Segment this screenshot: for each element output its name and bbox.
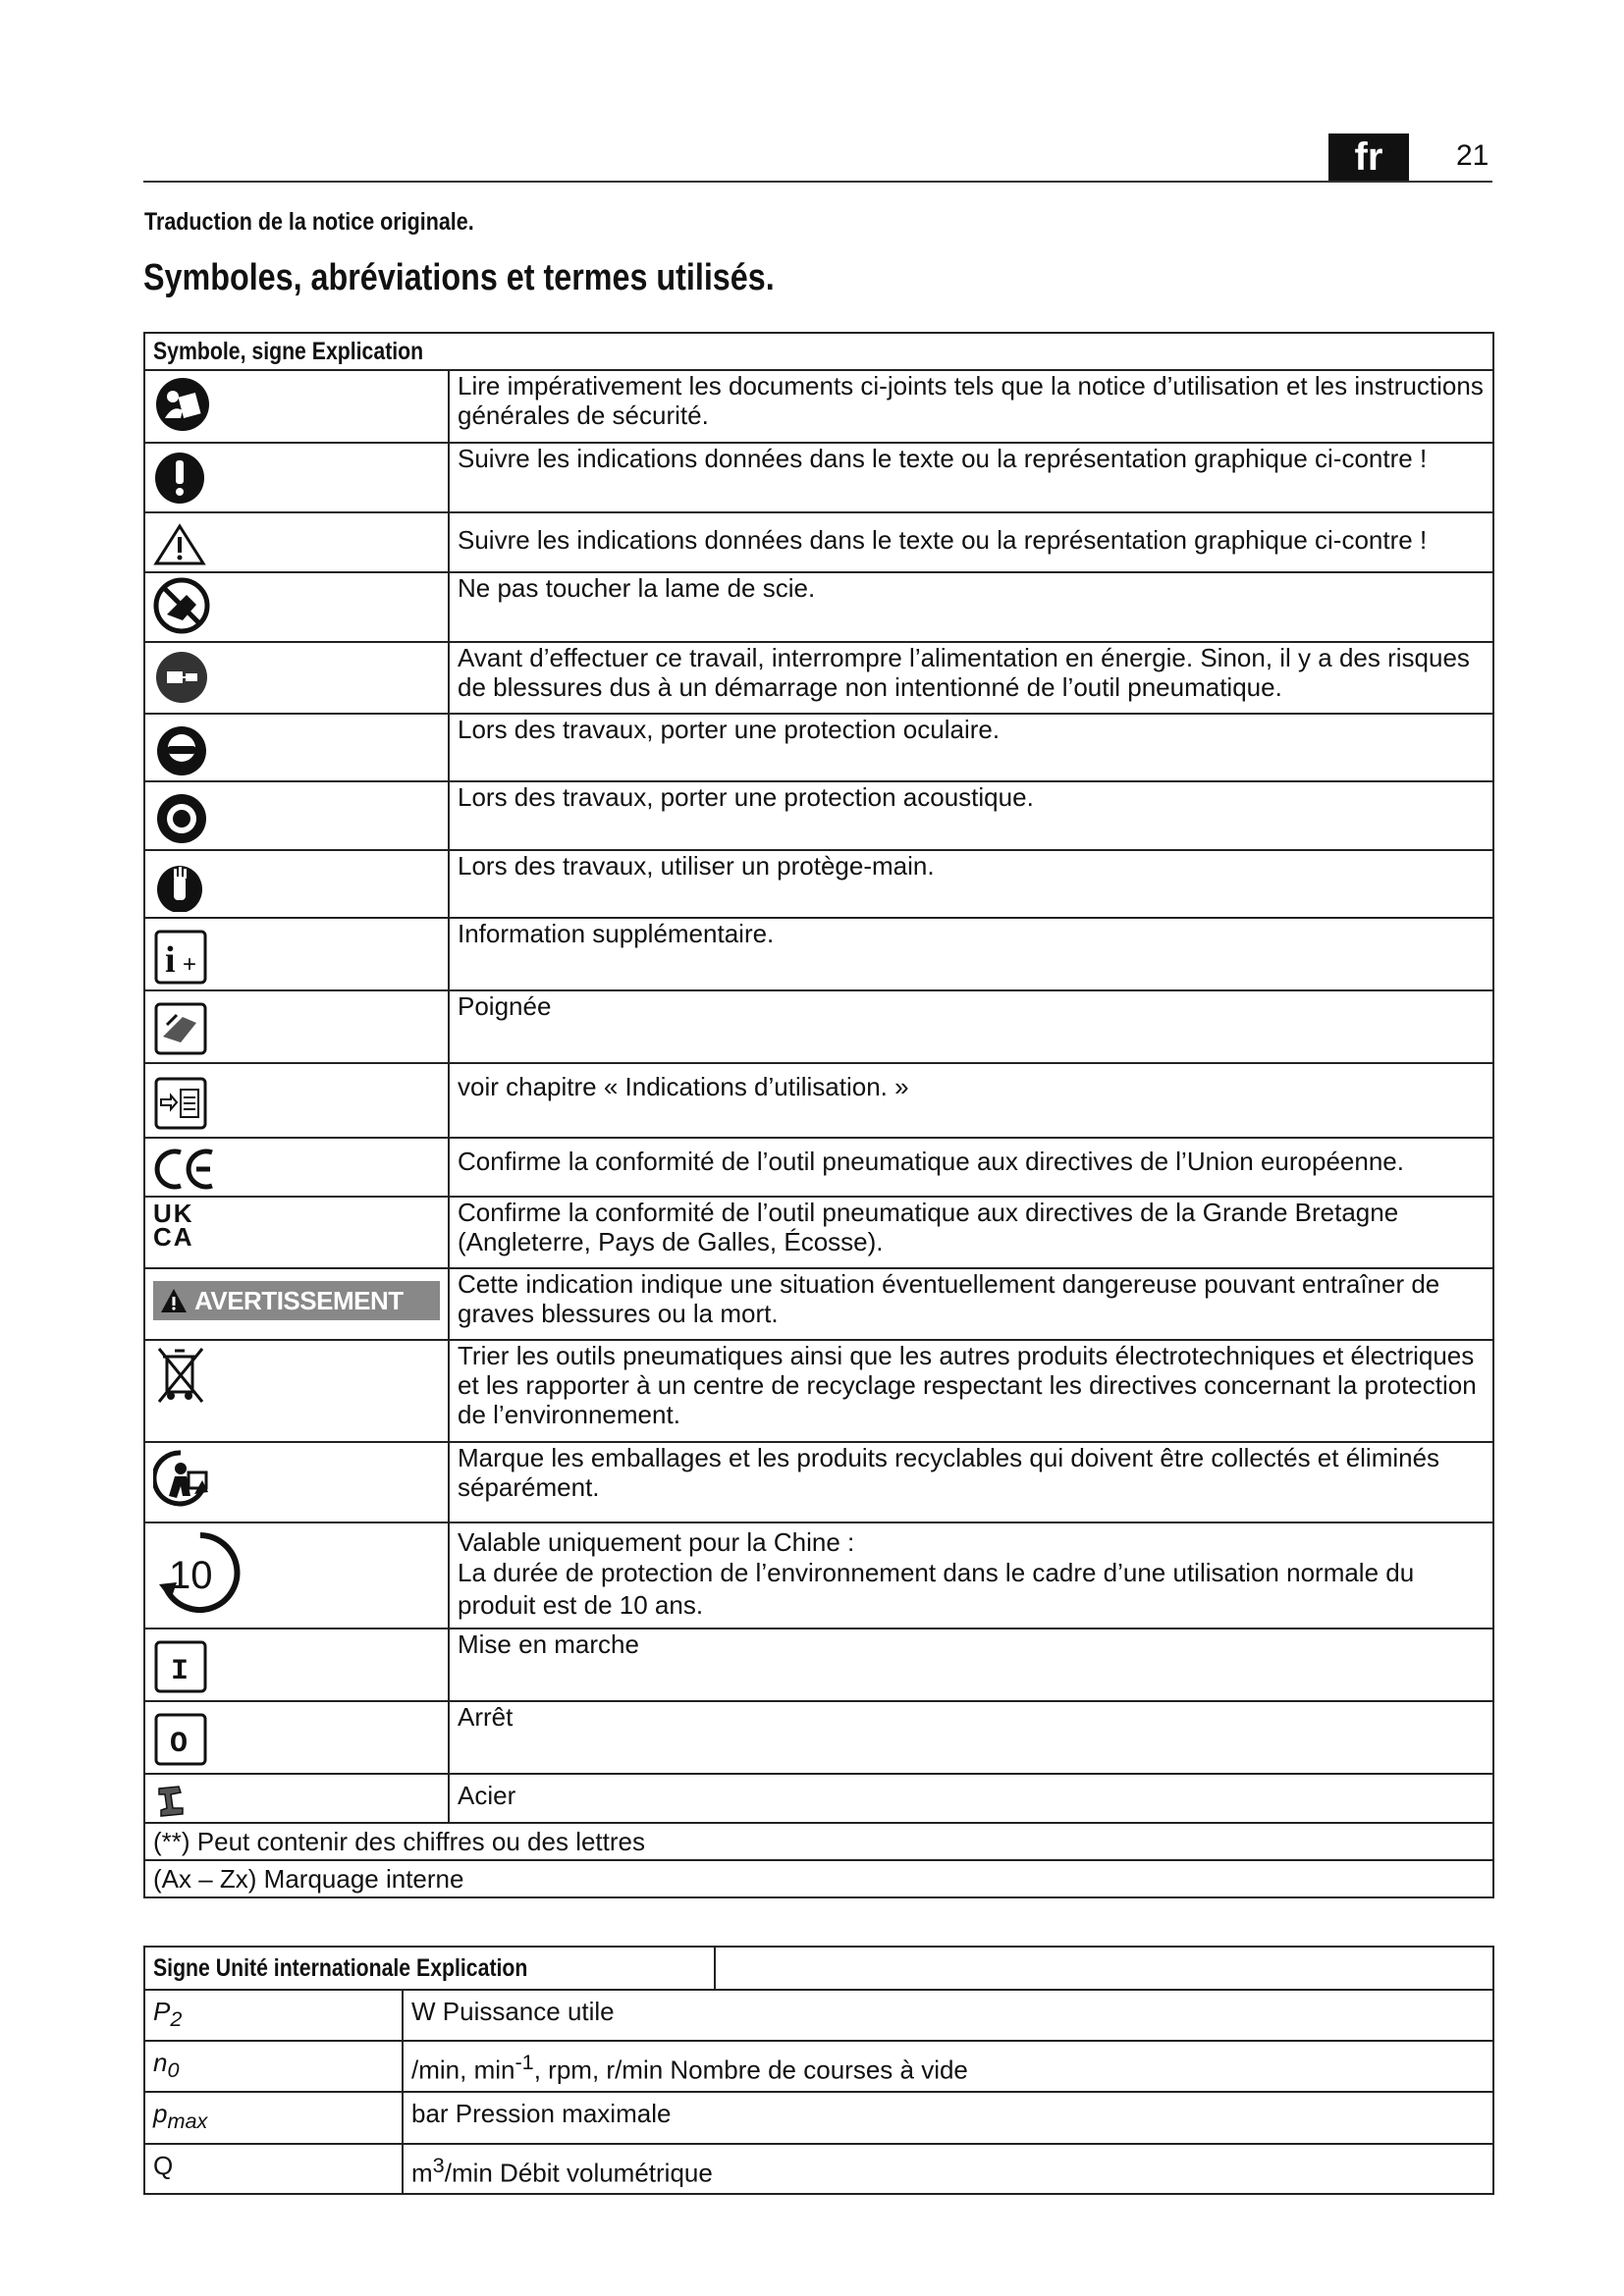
unit-explanation-cell: /min, $\min^{-1}$, rpm, r/min Nombre de courses à vide: [403, 2041, 1493, 2092]
explanation-cell: Lors des travaux, porter une protection oculaire.: [449, 714, 1493, 781]
explanation-cell: Lors des travaux, utiliser un protège-main.: [449, 850, 1493, 918]
table-row: [144, 1197, 1493, 1268]
table-row: [144, 370, 1493, 443]
language-badge: fr: [1328, 133, 1409, 181]
table-row: [144, 850, 1493, 918]
explanation-cell: Information supplémentaire.: [449, 918, 1493, 990]
table-row: [144, 642, 1493, 714]
units-table: [143, 1946, 1494, 2195]
table-row: [144, 2144, 1493, 2195]
explanation-cell: Acier: [449, 1774, 1493, 1823]
explanation-cell: Suivre les indications données dans le texte ou la représentation graphique ci-contre !: [449, 443, 1493, 512]
ear-protection-icon: [153, 786, 210, 843]
table-row: [144, 443, 1493, 512]
table-row: [144, 990, 1493, 1063]
explanation-line: La durée de protection de l’environnement dans le cadre d’une utilisation normale du produit est de 10 ans.: [458, 1558, 1415, 1620]
avertissement-label: AVERTISSEMENT: [153, 1281, 440, 1320]
symbols-table-header: Symbole, signe Explication: [144, 333, 1493, 370]
explanation-cell: voir chapitre « Indications d’utilisation. »: [449, 1063, 1493, 1138]
explanation-cell: Trier les outils pneumatiques ainsi que les autres produits électrotechniques et électriques et les rapporter à un centre de recyclage respectant les directives concernant la protection de l’environnement.: [449, 1340, 1493, 1442]
steel-beam-icon: [153, 1783, 189, 1818]
table-row: [144, 1138, 1493, 1197]
unit-explanation-cell: $m^3/\min$ Débit volumétrique: [403, 2144, 1493, 2195]
china-10-years-icon: [153, 1527, 247, 1618]
explanation-cell: Suivre les indications données dans le texte ou la représentation graphique ci-contre !: [449, 512, 1493, 572]
crossed-bin-icon: [153, 1345, 208, 1406]
explanation-cell: Lire impérativement les documents ci-joints tels que la notice d’utilisation et les instructions générales de sécurité.: [449, 370, 1493, 443]
table-row: [144, 1701, 1493, 1774]
explanation-cell: Marque les emballages et les produits recyclables qui doivent être collectés et éliminés séparément.: [449, 1442, 1493, 1522]
page-number: 21: [1456, 139, 1489, 172]
table-row: [144, 1774, 1493, 1823]
unit-explanation-cell: W Puissance utile: [403, 1990, 1493, 2041]
sign-cell: Q: [144, 2144, 403, 2195]
china-10-years-label: 10: [169, 1554, 213, 1597]
mandatory-exclamation-icon: [153, 448, 206, 505]
table-row: [144, 2092, 1493, 2143]
explanation-cell: Confirme la conformité de l’outil pneumatique aux directives de la Grande Bretagne (Angleterre, Pays de Galles, Écosse).: [449, 1197, 1493, 1268]
svg-text:i: i: [165, 939, 176, 981]
table-row: [144, 1442, 1493, 1522]
disconnect-supply-icon: [153, 647, 210, 704]
warning-triangle-icon: [153, 523, 206, 566]
explanation-cell: [449, 1522, 1493, 1629]
table-row: [144, 1629, 1493, 1701]
header-divider: [143, 181, 1492, 183]
sign-cell: $n_0$: [144, 2041, 403, 2092]
switch-on-icon: [153, 1639, 208, 1694]
table-row: [144, 2041, 1493, 2092]
switch-off-label: O: [170, 1728, 189, 1761]
hand-protection-icon: [153, 855, 210, 912]
unit-explanation-cell: bar Pression maximale: [403, 2092, 1493, 2143]
sign-cell: $p_{max}$: [144, 2092, 403, 2143]
sign-cell: $P_2$: [144, 1990, 403, 2041]
table-row: [144, 918, 1493, 990]
switch-off-icon: [153, 1712, 208, 1767]
info-plus-icon: [153, 929, 208, 986]
table-row: [144, 1340, 1493, 1442]
table-row: [144, 1990, 1493, 2041]
see-chapter-icon: [153, 1076, 208, 1131]
table-row: [144, 572, 1493, 642]
ce-mark-icon: [153, 1147, 218, 1192]
explanation-cell: Confirme la conformité de l’outil pneumatique aux directives de l’Union européenne.: [449, 1138, 1493, 1197]
table-row: [144, 781, 1493, 850]
table-row: [144, 1268, 1493, 1340]
symbols-table: [143, 332, 1494, 1898]
explanation-cell: Lors des travaux, porter une protection acoustique.: [449, 781, 1493, 850]
explanation-cell: Arrêt: [449, 1701, 1493, 1774]
explanation-cell: Ne pas toucher la lame de scie.: [449, 572, 1493, 642]
ukca-mark-icon: UK CA: [153, 1199, 194, 1252]
explanation-cell: Mise en marche: [449, 1629, 1493, 1701]
switch-on-label: I: [171, 1655, 189, 1688]
eye-protection-icon: [153, 719, 210, 775]
table-row: [144, 512, 1493, 572]
table-row: [144, 1522, 1493, 1629]
svg-text:+: +: [183, 951, 197, 978]
document-subtitle: Traduction de la notice originale.: [144, 208, 474, 236]
no-touch-blade-icon: [153, 577, 210, 634]
footnote-row: (**) Peut contenir des chiffres ou des lettres: [144, 1823, 1493, 1860]
explanation-line: Valable uniquement pour la Chine :: [458, 1527, 855, 1557]
page-title: Symboles, abréviations et termes utilisés.: [143, 257, 775, 298]
sorting-recycling-icon: [153, 1447, 218, 1510]
handle-icon: [153, 1001, 208, 1056]
table-row: [144, 714, 1493, 781]
footnote-row: (Ax – Zx) Marquage interne: [144, 1860, 1493, 1897]
warning-triangle-icon: [159, 1287, 189, 1314]
table-row: [144, 1063, 1493, 1138]
read-manual-icon: [153, 375, 212, 434]
explanation-cell: Cette indication indique une situation éventuellement dangereuse pouvant entraîner de graves blessures ou la mort.: [449, 1268, 1493, 1340]
units-table-header: Signe Unité internationale Explication: [144, 1947, 715, 1990]
explanation-cell: Poignée: [449, 990, 1493, 1063]
explanation-cell: Avant d’effectuer ce travail, interrompre l’alimentation en énergie. Sinon, il y a des risques de blessures dus à un démarrage non intentionné de l’outil pneumatique.: [449, 642, 1493, 714]
